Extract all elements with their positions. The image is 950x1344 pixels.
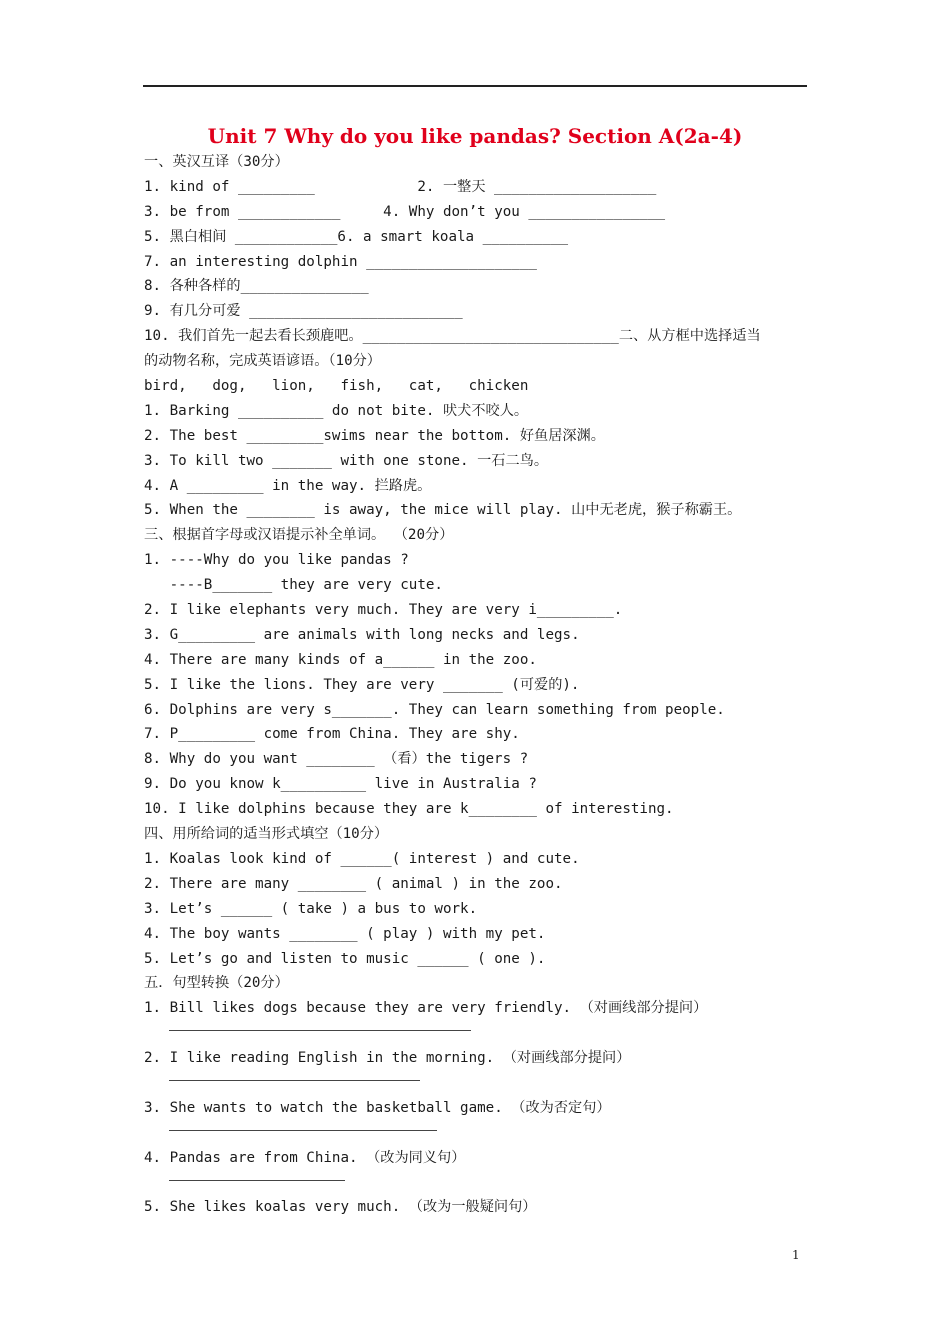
text-line: 3. To kill two _______ with one stone. 一石二鸟。 xyxy=(144,452,549,469)
text-line: 7. an interesting dolphin ____________________ xyxy=(144,253,537,270)
text-line: 1. kind of _________ 2. 一整天 ___________________ xyxy=(144,178,657,195)
text-line: 5. She likes koalas very much. （改为一般疑问句） xyxy=(144,1199,537,1216)
text-line: 4. Pandas are from China. （改为同义句） xyxy=(144,1149,466,1166)
text-line: 2. I like reading English in the morning. （对画线部分提问） xyxy=(144,1050,631,1067)
text-line: 1. Koalas look kind of ______( interest ) and cute. xyxy=(144,850,580,867)
text-line: 7. P_________ come from China. They are shy. xyxy=(144,726,520,743)
text-line: 10. I like dolphins because they are k________ of interesting. xyxy=(144,801,674,818)
page-number: 1 xyxy=(792,1248,800,1262)
text-line: 10. 我们首先一起去看长颈鹿吧。______________________________二、从方框中选择适当 xyxy=(144,328,761,345)
worksheet-body xyxy=(144,150,808,1220)
answer-blank xyxy=(144,1021,808,1046)
text-line: 1. Bill likes dogs because they are very friendly. （对画线部分提问） xyxy=(144,1000,708,1017)
text-line: 5. Let’s go and listen to music ______ ( one ). xyxy=(144,950,546,967)
text-line: 1. ----Why do you like pandas ? xyxy=(144,552,409,569)
text-line: 4. The boy wants ________ ( play ) with my pet. xyxy=(144,925,546,942)
text-line: 4. A _________ in the way. 拦路虎。 xyxy=(144,477,432,494)
text-line: 4. There are many kinds of a______ in the zoo. xyxy=(144,651,537,668)
text-line: 3. Let’s ______ ( take ) a bus to work. xyxy=(144,900,478,917)
text-line: 一、英汉互译（30分） xyxy=(144,154,289,170)
text-line: 3. She wants to watch the basketball game. （改为否定句） xyxy=(144,1099,611,1116)
text-line: 6. Dolphins are very s_______. They can learn something from people. xyxy=(144,701,725,718)
text-line: 2. There are many ________ ( animal ) in the zoo. xyxy=(144,875,563,892)
text-line: 四、用所给词的适当形式填空（10分） xyxy=(144,826,389,843)
text-line: 的动物名称，完成英语谚语。（10分） xyxy=(144,353,381,370)
text-line: 8. 各种各样的_______________ xyxy=(144,278,369,295)
text-line: ----B_______ they are very cute. xyxy=(144,577,443,594)
text-line: 3. be from ____________ 4. Why don’t you ________________ xyxy=(144,203,666,220)
text-line: bird, dog, lion, fish, cat, chicken xyxy=(144,378,529,395)
text-line: 9. Do you know k__________ live in Australia ? xyxy=(144,776,537,793)
text-line: 5. When the ________ is away, the mice will play. 山中无老虎，猴子称霸王。 xyxy=(144,502,742,519)
text-line: 5. I like the lions. They are very _______ (可爱的). xyxy=(144,676,580,693)
header-rule xyxy=(143,85,807,87)
text-line: 3. G_________ are animals with long necks and legs. xyxy=(144,626,580,643)
text-line: 五．句型转换（20分） xyxy=(144,975,289,992)
answer-blank xyxy=(144,1071,808,1096)
text-line: 三、根据首字母或汉语提示补全单词。 （20分） xyxy=(144,527,454,544)
text-line: 2. I like elephants very much. They are very i_________. xyxy=(144,602,623,619)
text-line: 1. Barking __________ do not bite. 吠犬不咬人。 xyxy=(144,402,529,419)
text-line: 9. 有几分可爱 _________________________ xyxy=(144,303,463,320)
answer-blank xyxy=(144,1171,808,1196)
page-title: Unit 7 Why do you like pandas? Section A(2a-4) xyxy=(207,124,743,148)
text-line: 5. 黑白相间 ____________6. a smart koala __________ xyxy=(144,228,569,245)
text-line: 8. Why do you want ________ （看）the tigers ? xyxy=(144,751,529,768)
answer-blank xyxy=(144,1121,808,1146)
text-line: 2. The best _________swims near the bottom. 好鱼居深渊。 xyxy=(144,427,605,444)
